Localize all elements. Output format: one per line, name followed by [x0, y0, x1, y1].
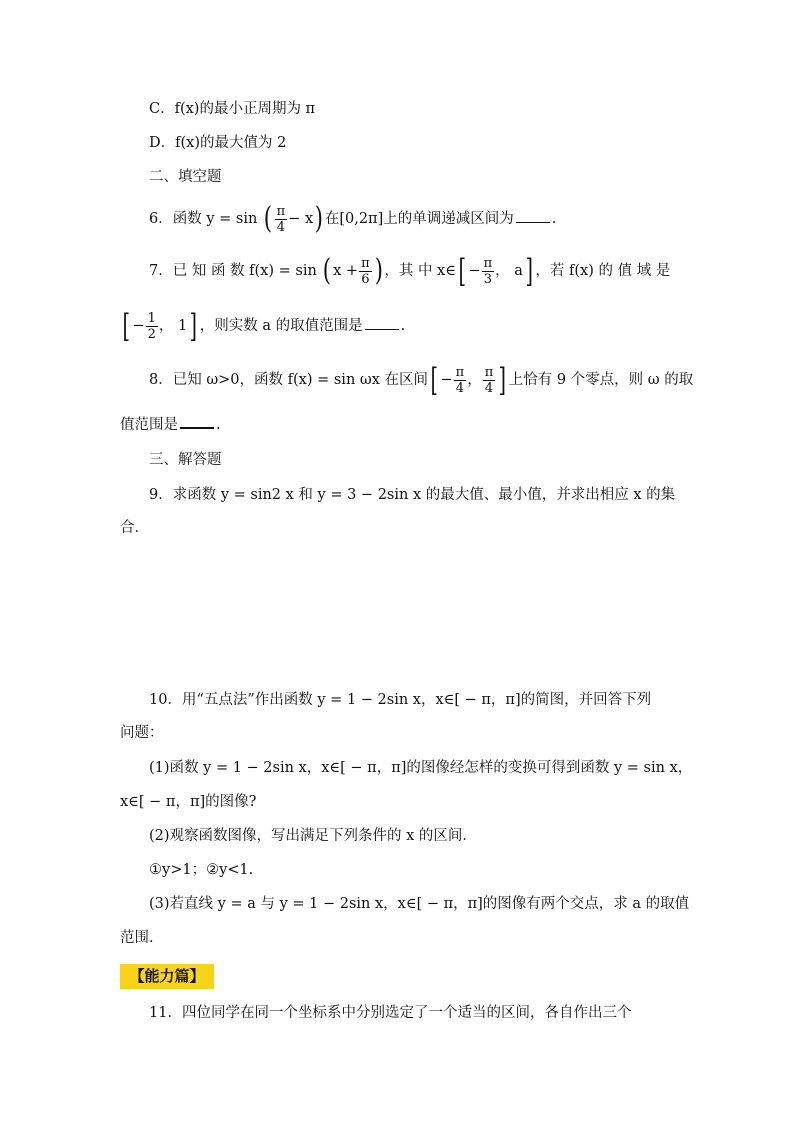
q6-suffix: 在[0,2π]上的单调递减区间为	[324, 211, 514, 227]
q8-comma: ，	[467, 372, 482, 388]
question-8	[149, 361, 693, 399]
question-6	[149, 200, 556, 238]
q7-end: .	[400, 318, 406, 334]
q7-frac-den: 6	[361, 271, 370, 287]
q8-left-minus: −	[440, 372, 453, 388]
q7-range-minus: −	[132, 318, 145, 334]
question-10-line-1: 10．用“五点法”作出函数 y = 1 − 2sin x，x∈[ − π，π]的简图，并回答下列	[149, 692, 652, 708]
q7-left-paren: (	[323, 253, 332, 288]
q7-interval-den: 3	[483, 271, 493, 287]
q6-right-paren: )	[314, 201, 324, 236]
q7-line2-suffix: ，则实数 a 的取值范围是	[199, 318, 363, 334]
q7-range-num: 1	[147, 310, 156, 326]
q6-prefix: 6．函数 y = sin	[149, 211, 258, 227]
question-10-line-2: 问题：	[120, 725, 164, 741]
q7-right-bracket: ]	[525, 252, 533, 290]
question-7-line-2	[120, 307, 405, 345]
q7-interval-minus: −	[468, 263, 481, 279]
q8-suffix: 上恰有 9 个零点，则 ω 的取	[508, 372, 694, 388]
q6-fraction	[275, 204, 288, 235]
q5-option-c: C．f(x)的最小正周期为 π	[149, 101, 316, 117]
q8-left-num: π	[455, 364, 465, 380]
q7-fraction	[359, 256, 372, 287]
q6-answer-blank[interactable]	[516, 210, 550, 223]
question-8-line-2	[120, 414, 221, 436]
q8-right-num: π	[484, 364, 494, 380]
q6-frac-num: π	[276, 203, 286, 219]
q7-left-bracket: [	[458, 252, 466, 290]
q8-line2: 值范围是	[120, 417, 178, 433]
q7-range-den: 2	[147, 326, 156, 342]
question-10-sub1-line-2: x∈[ − π，π]的图像?	[120, 794, 257, 810]
q8-left-fraction	[454, 365, 467, 396]
q8-right-bracket: ]	[498, 361, 507, 399]
q7-range-right-bracket: ]	[189, 307, 198, 345]
section-answer-title: 三、解答题	[149, 452, 222, 468]
question-7	[149, 252, 670, 290]
q6-frac-den: 4	[276, 219, 286, 235]
question-10-sub2: (2)观察函数图像，写出满足下列条件的 x 的区间．	[149, 828, 477, 844]
q6-inner-tail: − x	[288, 211, 314, 227]
q8-answer-blank[interactable]	[180, 415, 214, 429]
q7-answer-blank[interactable]	[365, 317, 399, 330]
q7-interval-tail: ， a	[495, 263, 523, 279]
question-10-sub2-items: ①y>1；②y<1.	[149, 862, 254, 878]
q7-suffix: ，若 f(x) 的 值 域 是	[535, 263, 671, 279]
question-10-sub3-line-2: 范围．	[120, 930, 164, 946]
question-11-line-1: 11．四位同学在同一个坐标系中分别选定了一个适当的区间，各自作出三个	[149, 1005, 632, 1021]
q8-right-fraction	[483, 365, 496, 396]
q7-range-tail: ， 1	[158, 318, 188, 334]
q7-mid: ，其 中 x∈	[384, 263, 456, 279]
q7-range-left-bracket: [	[122, 307, 130, 345]
q7-prefix: 7．已 知 函 数 f(x) = sin	[149, 263, 317, 279]
q7-interval-fraction	[482, 256, 495, 287]
question-9-line-1: 9．求函数 y = sin2 x 和 y = 3 − 2sin x 的最大值、最小值，并求出相应 x 的集	[149, 487, 676, 503]
question-10-sub1-line-1: (1)函数 y = 1 − 2sin x，x∈[ − π，π]的图像经怎样的变换可得到函数 y = sin x，	[149, 760, 693, 776]
question-10-sub3-line-1: (3)若直线 y = a 与 y = 1 − 2sin x，x∈[ − π，π]的图像有两个交点，求 a 的取值	[149, 896, 690, 912]
q8-right-den: 4	[484, 380, 494, 396]
q6-end: .	[551, 211, 557, 227]
q7-right-paren: )	[374, 253, 383, 288]
q8-left-bracket: [	[430, 361, 439, 399]
q7-range-fraction	[146, 311, 158, 342]
question-9-line-2: 合．	[120, 520, 149, 536]
q8-left-den: 4	[455, 380, 465, 396]
q7-frac-num: π	[361, 255, 370, 271]
q5-option-d: D．f(x)的最大值为 2	[149, 135, 287, 151]
q7-interval-num: π	[483, 255, 493, 271]
q6-left-paren: (	[263, 201, 272, 236]
q7-inner-head: x +	[333, 263, 359, 279]
ability-section-heading: 【能力篇】	[120, 964, 214, 989]
section-fill-in-title: 二、填空题	[149, 169, 222, 185]
q8-prefix: 8．已知 ω>0，函数 f(x) = sin ωx 在区间	[149, 372, 429, 388]
q8-end: .	[216, 417, 221, 433]
